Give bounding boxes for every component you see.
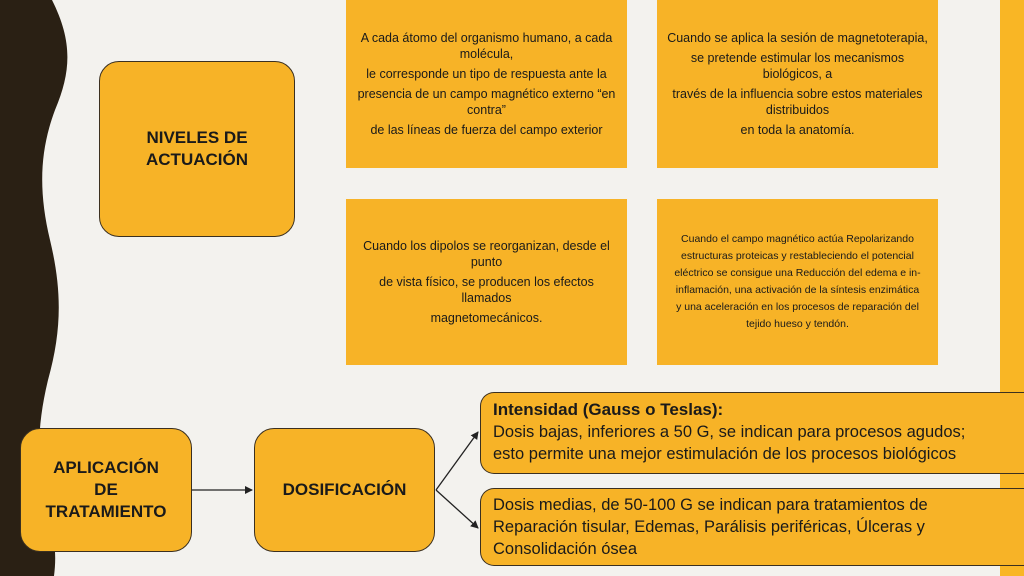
aplicacion-line2: DE <box>94 480 118 499</box>
intensidad-heading: Intensidad (Gauss o Teslas): <box>493 400 724 419</box>
info-text-line: tejido hueso y tendón. <box>746 318 849 330</box>
dosis-medias-line2: Reparación tisular, Edemas, Parálisis periféricas, Úlceras y <box>493 518 925 536</box>
info-text-line: de las líneas de fuerza del campo exterior <box>370 123 603 137</box>
niveles-title-line1: NIVELES DE <box>146 128 248 147</box>
info-text-line: de vista físico, se producen los efectos llamados <box>379 275 594 305</box>
intensidad-line2: esto permite una mejor estimulación de los procesos biológicos <box>493 445 957 463</box>
info-text-line: Cuando los dipolos se reorganizan, desde el punto <box>363 239 610 269</box>
info-text-line: Cuando se aplica la sesión de magnetoterapia, <box>667 31 928 45</box>
info-text-line: A cada átomo del organismo humano, a cada molécula, <box>360 31 613 61</box>
niveles-title-line2: ACTUACIÓN <box>146 150 248 169</box>
info-text-line: le corresponde un tipo de respuesta ante la <box>366 67 607 81</box>
arrow-dosificacion-to-intensidad <box>436 432 478 490</box>
info-text-line: y una aceleración en los procesos de reparación del <box>676 301 919 313</box>
info-text-line: magnetomecánicos. <box>430 311 543 325</box>
dosis-medias-line3: Consolidación ósea <box>493 540 638 558</box>
dosis-medias-line1: Dosis medias, de 50-100 G se indican para tratamientos de <box>493 496 928 514</box>
info-text-line: en toda la anatomía. <box>740 123 855 137</box>
info-text-line: inflamación, una activación de la síntesis enzimática <box>675 284 920 296</box>
aplicacion-line1: APLICACIÓN <box>53 458 159 477</box>
aplicacion-line3: TRATAMIENTO <box>45 502 167 521</box>
arrow-dosificacion-to-dosis-medias <box>436 490 478 528</box>
dosificacion-label: DOSIFICACIÓN <box>282 480 407 499</box>
info-text-line: presencia de un campo magnético externo “en contra” <box>357 87 616 117</box>
info-text-line: estructuras proteicas y restableciendo el potencial <box>681 250 914 262</box>
info-text-line: través de la influencia sobre estos materiales distribuidos <box>672 87 923 117</box>
info-text-line: eléctrico se consigue una Reducción del edema e in- <box>674 267 921 279</box>
intensidad-line1: Dosis bajas, inferiores a 50 G, se indican para procesos agudos; <box>493 423 966 441</box>
info-text-line: Cuando el campo magnético actúa Repolarizando <box>681 233 914 245</box>
info-text-line: se pretende estimular los mecanismos biológicos, a <box>690 51 905 81</box>
